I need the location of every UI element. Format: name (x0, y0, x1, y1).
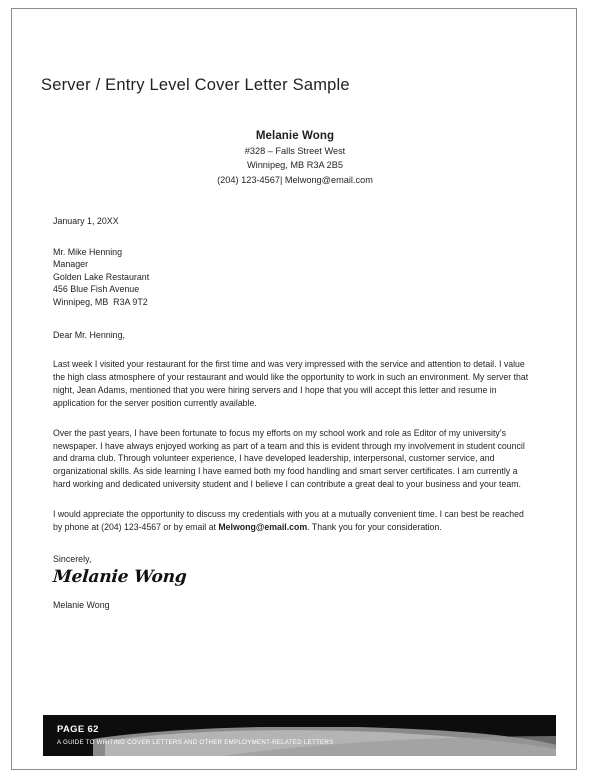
sender-name: Melanie Wong (255, 130, 335, 142)
letter-body (53, 215, 533, 611)
signature-printed-name: Melanie Wong (53, 600, 110, 610)
letter-date: January 1, 20XX (53, 216, 119, 226)
body-paragraph-1: Last week I visited your restaurant for the first time and was very impressed with the service and attention to detail. I value the high class atmosphere of your restaurant and would like the opportunity to work in such an environment. My server that night, Jean Adams, mentioned that you were hiring servers and I hope that you will accept this letter and resume in application for the server position currently available. (53, 359, 529, 408)
page-sheet (12, 9, 576, 769)
page-footer (43, 715, 556, 756)
page-title: Server / Entry Level Cover Letter Sample (41, 76, 350, 94)
paragraph-3-text-before: I would appreciate the opportunity to discuss my credentials with you at a mutually convenient time. I can best be reached by phone at (204) 123-4567 or by email at (53, 509, 524, 533)
letterhead-block (41, 129, 549, 187)
recipient-line: Golden Lake Restaurant (53, 271, 150, 282)
footer-top-band (43, 715, 556, 727)
sender-contact: (204) 123-4567| Melwong@email.com (217, 174, 373, 185)
handwritten-signature: Melanie Wong (52, 567, 188, 587)
footer-wave-graphic (43, 715, 556, 756)
recipient-address (53, 246, 533, 308)
paragraph-3-text-after: . Thank you for your consideration. (307, 522, 442, 533)
recipient-line: Mr. Mike Henning (53, 247, 123, 257)
recipient-line: Winnipeg, MB R3A 9T2 (53, 296, 148, 307)
closing-salutation: Sincerely, (53, 554, 92, 564)
sender-city: Winnipeg, MB R3A 2B5 (246, 160, 343, 171)
salutation: Dear Mr. Henning, (53, 330, 126, 341)
body-paragraph-3 (53, 508, 533, 534)
document-page (11, 8, 577, 770)
body-paragraph-2: Over the past years, I have been fortunate to focus my efforts on my school work and role as Editor of my university’s newspaper. I have always enjoyed working as part of a team and this is evident through my involvement in student council and drama club. Through volunteer experience, I have developed leadership, interpersonal, customer service, and organizational skills. As side learning I have earned both my food handling and smart server certificates. I am currently a hard working and dedicated university student and I believe I can contribute a great deal to your business and your team. (53, 427, 525, 490)
footer-page-number: PAGE 62 (57, 723, 99, 734)
footer-subtitle: A GUIDE TO WRITING COVER LETTERS AND OTHER EMPLOYMENT-RELATED LETTERS (57, 739, 334, 746)
sender-street: #328 – Falls Street West (244, 145, 346, 156)
contact-email-bold: Melwong@email.com (218, 522, 308, 533)
recipient-line: Manager (53, 259, 89, 270)
recipient-line: 456 Blue Fish Avenue (53, 284, 140, 295)
